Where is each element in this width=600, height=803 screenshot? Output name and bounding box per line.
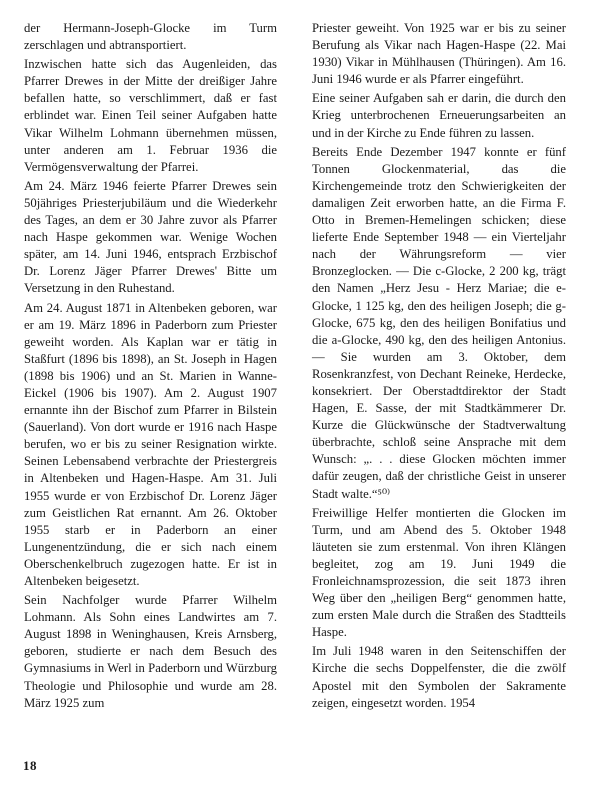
paragraph: Priester geweiht. Von 1925 war er bis zu seiner Berufung als Vikar nach Hagen-Haspe (22. Mai 1930) Vikar in Mühlhausen (Thüringen). Am 16. Juni 1946 wurde er als Pfarrer eingeführt. xyxy=(312,21,566,87)
paragraph: Bereits Ende Dezember 1947 konnte er fünf Tonnen Glockenmaterial, das die Kirchengemeinde trotz den Schwierigkeiten der damaligen Zeit erworben hatte, an die Firma F. Otto in Bremen-Hemelingen schicken; diese lieferte Ende September 1948 — ein Vierteljahr nach der Währungsreform — vier Bronzeglocken. — Die c-Glocke, 2 200 kg, trägt den Namen „Herz Jesu - Herz Mariae; die e-Glocke, 1 125 kg, den des heiligen Joseph; die g-Glocke, 675 kg, den des heiligen Bonifatius und die a-Glocke, 490 kg, den des heiligen Antonius. — Sie wurden am 3. Oktober, dem Rosenkranzfest, von Dechant Reineke, Herdecke, konsekriert. Der Oberstadtdirektor der Stadt Hagen, E. Sasse, der mit Stadtkämmerer Dr. Kurze die Glückwünsche der Stadtverwaltung überbrachte, schloß seine Ansprache mit dem Wunsch: „. . . diese Glocken möchten immer dafür zeugen, daß der christliche Geist in unserer Stadt walte.“⁵⁰⁾ xyxy=(312,144,566,501)
paragraph: Am 24. August 1871 in Altenbeken geboren, war er am 19. März 1896 in Paderborn zum Priester geweiht worden. Als Kaplan war er tätig in Staßfurt (1896 bis 1898), an St. Joseph in Hagen (1898 bis 1906) und an St. Marien in Wanne-Eickel (1906 bis 1907). Am 2. August 1907 ernannte ihn der Bischof zum Pfarrer in Bilstein (Sauerland). Von dort wurde er 1916 nach Haspe berufen, wo er bis zu seiner Resignation wirkte. Seinen Lebensabend verbrachte der Priestergreis in Altenbeken und Hagen-Haspe. Am 31. Juli 1955 wurde er von Erzbischof Dr. Lorenz Jäger zum Geistlichen Rat ernannt. Am 26. Oktober 1955 starb er in Paderborn an einer Lungenentzündung, die er sich nach einem Oberschenkelbruch zugezogen hatte. Er ist in Altenbeken beigesetzt. xyxy=(24,300,277,588)
paragraph: der Hermann-Joseph-Glocke im Turm zerschlagen und abtransportiert. xyxy=(24,21,277,53)
right-column xyxy=(312,20,566,714)
left-column xyxy=(24,20,277,714)
page-number: 18 xyxy=(23,758,37,773)
paragraph: Freiwillige Helfer montierten die Glocken im Turm, und am Abend des 5. Oktober 1948 läuteten sie zum erstenmal. Von ihren Klängen begleitet, zog am 19. Juni 1949 die Fronleichnamsprozession, die seit 1873 ihren Weg über den „heiligen Berg“ genommen hatte, zum ersten Male durch die Straßen des Stadtteils Haspe. xyxy=(312,505,566,640)
paragraph: Sein Nachfolger wurde Pfarrer Wilhelm Lohmann. Als Sohn eines Landwirtes am 7. August 1898 in Weninghausen, Kreis Arnsberg, geboren, studierte er nach dem Besuch des Gymnasiums in Werl in Paderborn und Würzburg Theologie und Philosophie und wurde am 28. März 1925 zum xyxy=(24,593,277,710)
paragraph: Im Juli 1948 waren in den Seitenschiffen der Kirche die sechs Doppelfenster, die die zwölf Apostel mit den Symbolen der Sakramente zeigen, eingesetzt worden. 1954 xyxy=(312,644,566,710)
paragraph: Inzwischen hatte sich das Augenleiden, das Pfarrer Drewes in der Mitte der dreißiger Jahre befallen hatte, so verschlimmert, daß er fast erblindet war. Einen Teil seiner Aufgaben hatte Vikar Wilhelm Lohmann übernehmen müssen, unter anderen am 1. Februar 1936 die Vermögensverwaltung der Pfarrei. xyxy=(24,57,277,174)
paragraph: Eine seiner Aufgaben sah er darin, die durch den Krieg unterbrochenen Erneuerungsarbeiten an und in der Kirche zu Ende führen zu lassen. xyxy=(312,91,566,140)
paragraph: Am 24. März 1946 feierte Pfarrer Drewes sein 50jähriges Priesterjubiläum und die Wiederkehr des Tages, an dem er 30 Jahre zuvor als Pfarrer nach Haspe gekommen war. Wenige Wochen später, am 14. Juni 1946, entsprach Erzbischof Dr. Lorenz Jäger Pfarrer Drewes' Bitte um Versetzung in den Ruhestand. xyxy=(24,178,277,296)
